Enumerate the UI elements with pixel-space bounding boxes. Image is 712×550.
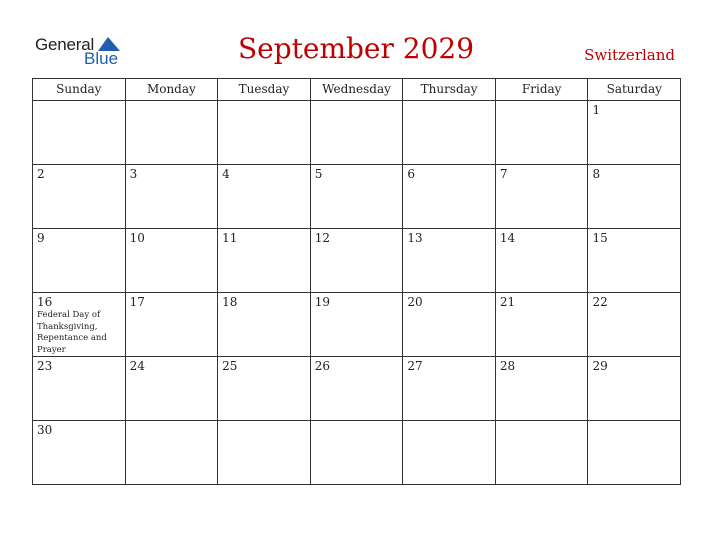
day-number: 5 xyxy=(314,167,323,181)
calendar-weeks xyxy=(33,101,681,485)
day-number: 24 xyxy=(129,359,145,373)
day-number: 12 xyxy=(314,231,331,245)
day-cell xyxy=(588,101,681,165)
day-number: 9 xyxy=(37,231,45,245)
calendar-week-row xyxy=(33,421,681,485)
day-cell xyxy=(126,165,219,229)
day-cell xyxy=(218,101,311,165)
day-cell xyxy=(496,421,589,485)
day-cell xyxy=(403,421,496,485)
logo-text-general: General xyxy=(35,35,95,54)
day-number: 22 xyxy=(592,295,608,309)
day-cell xyxy=(496,229,589,293)
logo-text-blue: Blue xyxy=(84,49,119,68)
day-number: 29 xyxy=(592,359,608,373)
day-number: 27 xyxy=(407,359,423,373)
day-number: 6 xyxy=(407,167,415,181)
day-cell xyxy=(588,229,681,293)
calendar-week-row xyxy=(33,101,681,165)
day-number: 1 xyxy=(592,103,601,117)
weekday-header: Tuesday xyxy=(218,79,311,101)
day-number: 30 xyxy=(37,423,53,437)
day-cell xyxy=(588,293,681,357)
day-cell xyxy=(33,293,126,357)
day-cell xyxy=(403,101,496,165)
day-number: 8 xyxy=(592,167,601,181)
country-label: Switzerland xyxy=(584,46,675,64)
weekday-header-row xyxy=(33,79,681,101)
day-cell xyxy=(218,229,311,293)
day-number: 11 xyxy=(222,231,238,245)
day-cell xyxy=(588,165,681,229)
day-number: 3 xyxy=(129,167,138,181)
day-cell xyxy=(403,293,496,357)
day-cell xyxy=(496,165,589,229)
day-number: 13 xyxy=(407,231,423,245)
day-number: 25 xyxy=(222,359,238,373)
day-number: 4 xyxy=(222,167,230,181)
day-cell xyxy=(33,421,126,485)
page-title: September 2029 xyxy=(237,32,475,65)
weekday-header: Saturday xyxy=(588,79,681,101)
day-cell xyxy=(126,357,219,421)
day-number: 16 xyxy=(37,295,53,309)
day-cell xyxy=(218,421,311,485)
day-cell xyxy=(311,357,404,421)
day-number: 18 xyxy=(222,295,238,309)
weekday-header: Monday xyxy=(126,79,219,101)
day-cell xyxy=(33,165,126,229)
day-cell xyxy=(403,229,496,293)
day-number: 2 xyxy=(37,167,45,181)
calendar-week-row xyxy=(33,229,681,293)
day-number: 15 xyxy=(592,231,608,245)
day-cell xyxy=(218,293,311,357)
day-cell xyxy=(496,101,589,165)
day-cell xyxy=(218,357,311,421)
day-cell xyxy=(33,229,126,293)
day-number: 21 xyxy=(499,295,516,309)
weekday-header: Friday xyxy=(496,79,589,101)
day-number: 23 xyxy=(37,359,53,373)
weekday-header: Wednesday xyxy=(311,79,404,101)
day-cell xyxy=(33,101,126,165)
day-cell xyxy=(496,293,589,357)
day-cell xyxy=(126,421,219,485)
day-cell xyxy=(311,293,404,357)
day-cell xyxy=(403,165,496,229)
day-cell xyxy=(126,293,219,357)
calendar-week-row xyxy=(33,357,681,421)
day-number: 17 xyxy=(129,295,145,309)
calendar-week-row xyxy=(33,165,681,229)
day-cell xyxy=(403,357,496,421)
calendar-grid xyxy=(32,78,681,485)
holiday-label: Federal Day of Thanksgiving, Repentance and Prayer xyxy=(37,310,107,355)
day-cell xyxy=(588,421,681,485)
day-number: 26 xyxy=(314,359,331,373)
day-number: 19 xyxy=(314,295,331,309)
day-cell xyxy=(496,357,589,421)
day-cell xyxy=(311,229,404,293)
day-cell xyxy=(33,357,126,421)
day-number: 7 xyxy=(499,167,508,181)
day-cell xyxy=(311,421,404,485)
day-cell xyxy=(311,165,404,229)
weekday-header: Sunday xyxy=(33,79,126,101)
day-number: 28 xyxy=(499,359,516,373)
day-number: 14 xyxy=(499,231,516,245)
day-cell xyxy=(218,165,311,229)
day-number: 10 xyxy=(129,231,145,245)
day-cell xyxy=(588,357,681,421)
day-cell xyxy=(126,101,219,165)
calendar-week-row xyxy=(33,293,681,357)
day-cell xyxy=(126,229,219,293)
day-cell xyxy=(311,101,404,165)
day-number: 20 xyxy=(407,295,423,309)
weekday-header: Thursday xyxy=(403,79,496,101)
